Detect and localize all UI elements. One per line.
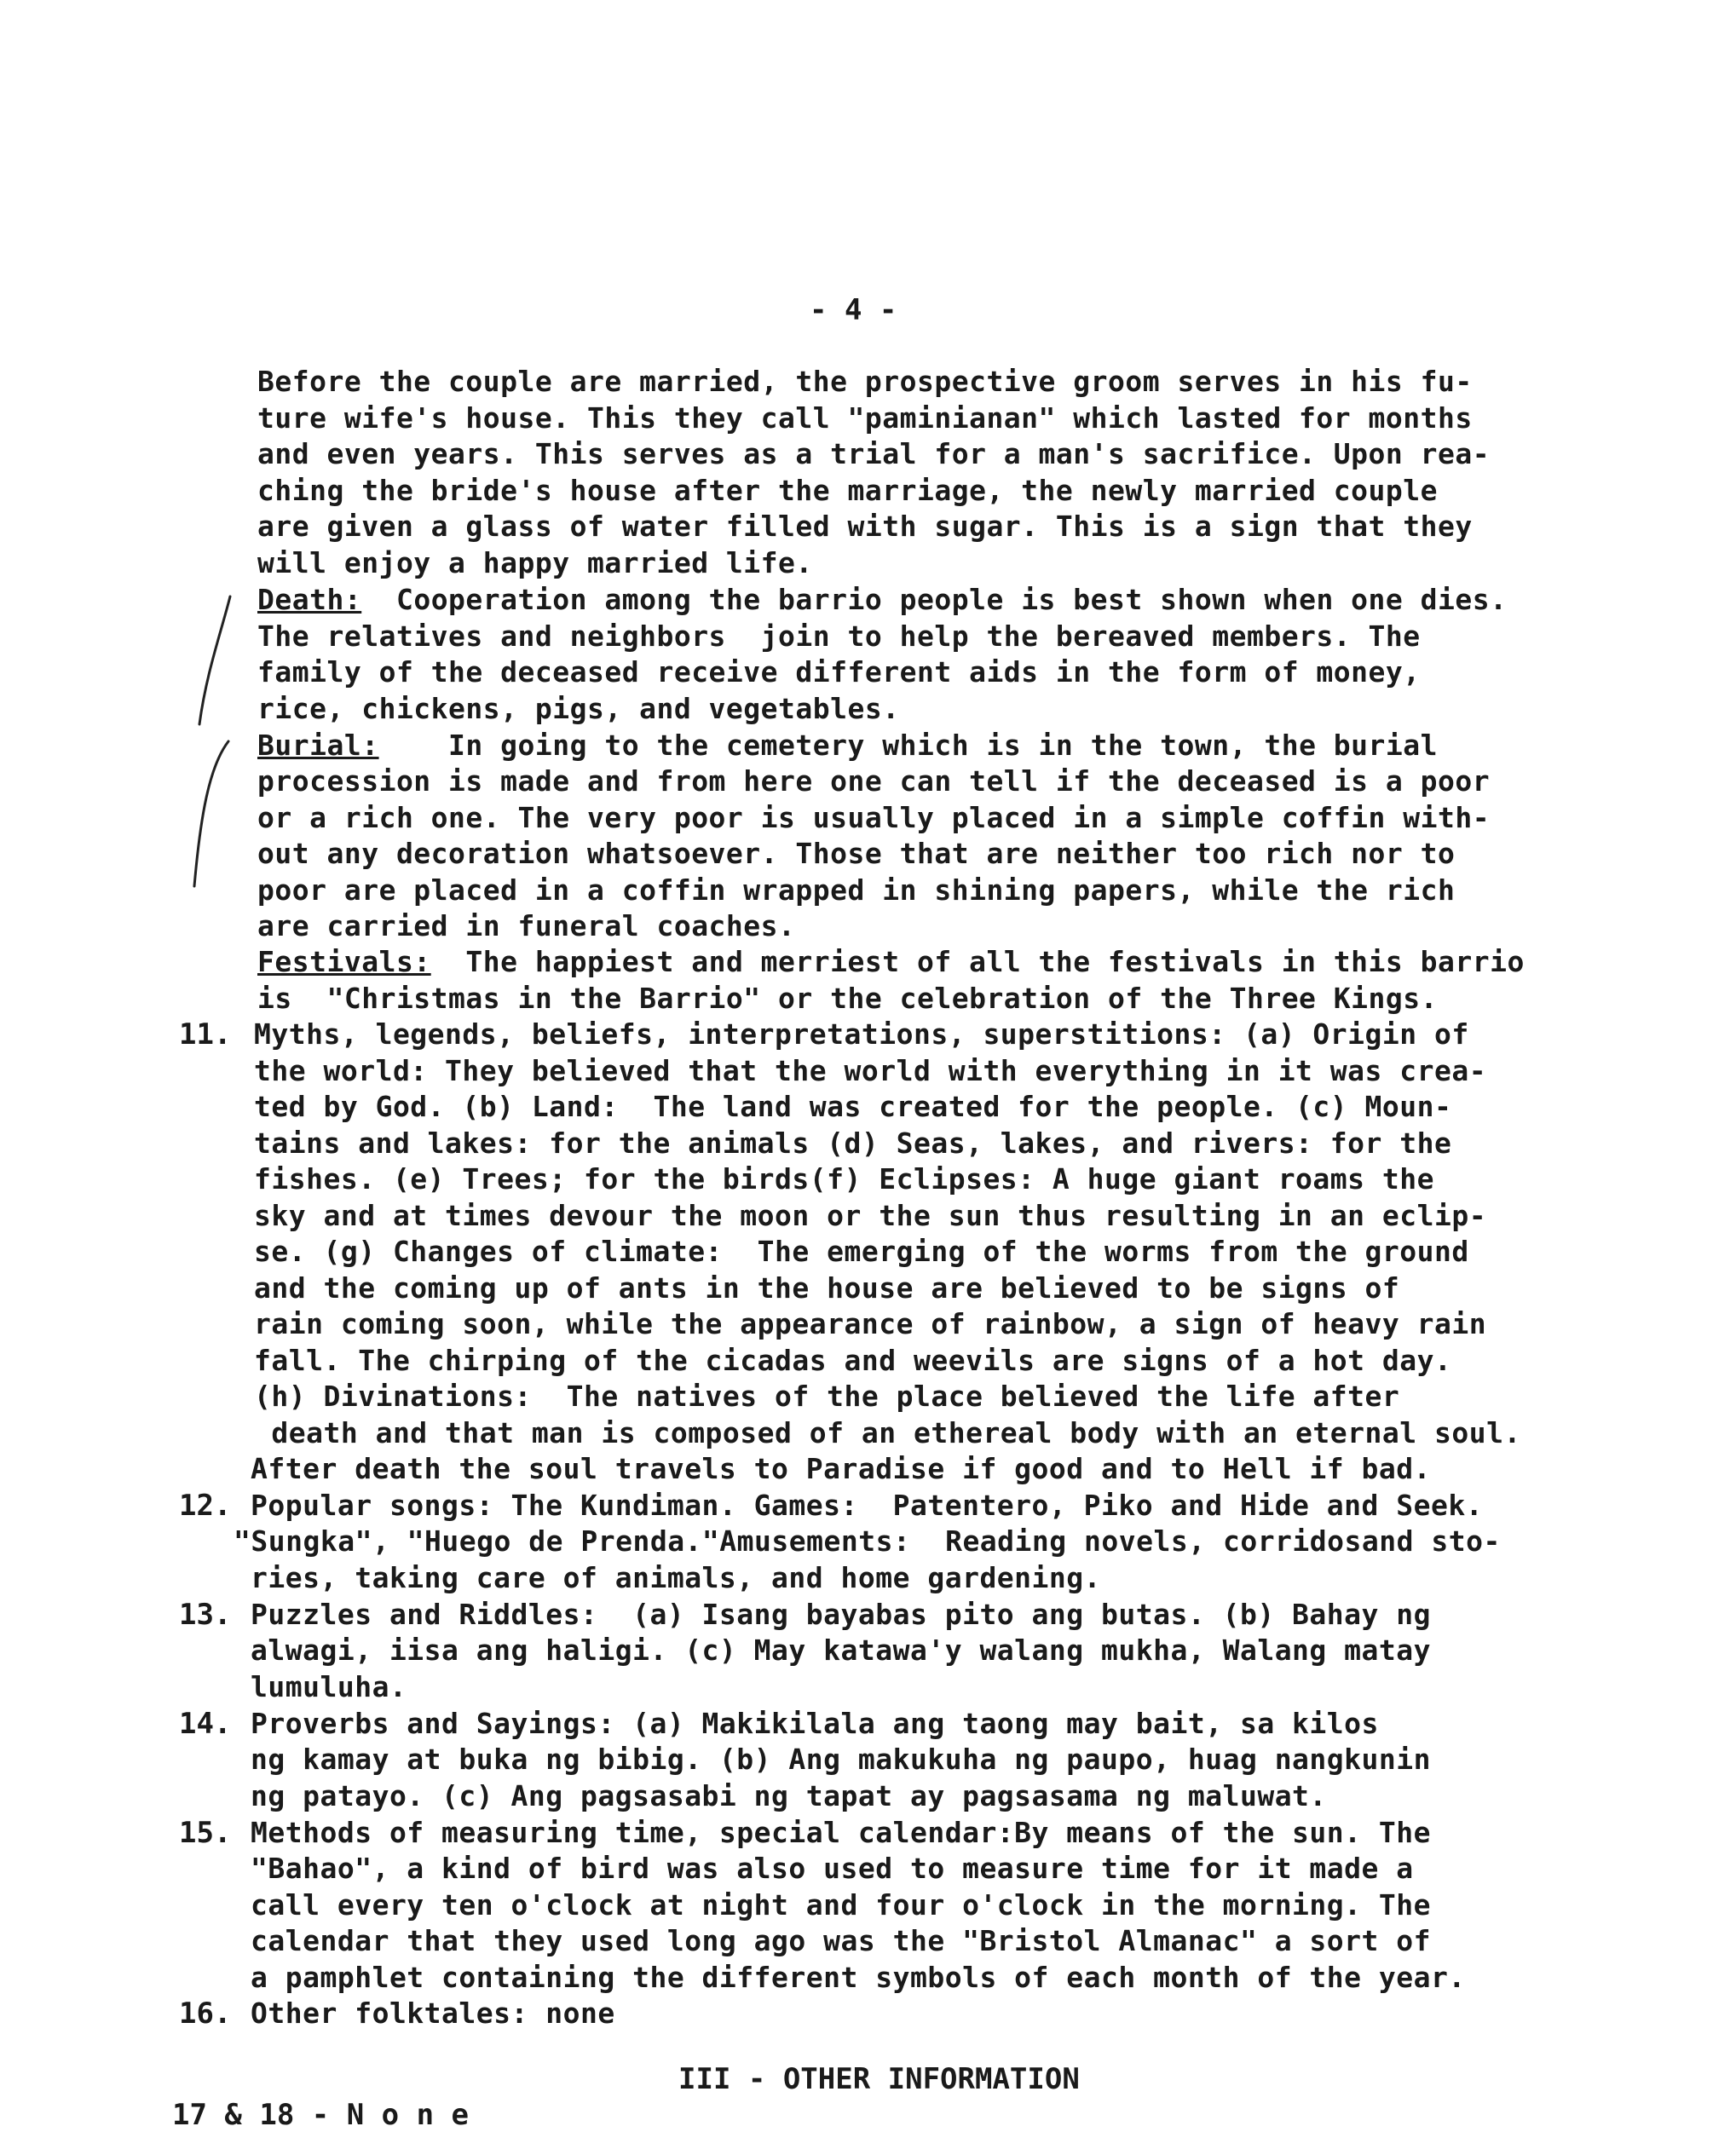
text-line: a pamphlet containing the different symbols of each month of the year. [251, 1961, 1466, 1994]
text-line: fishes. (e) Trees; for the birds(f) Eclipses: A huge giant roams the [254, 1162, 1435, 1196]
text-line: Popular songs: The Kundiman. Games: Patentero, Piko and Hide and Seek. [251, 1489, 1484, 1522]
text-line: family of the deceased receive different aids in the form of money, [257, 655, 1421, 689]
text-line: poor are placed in a coffin wrapped in shining papers, while the rich [257, 873, 1456, 907]
margin-pen-mark [179, 733, 239, 895]
text-line: Myths, legends, beliefs, interpretations, superstitions: (a) Origin of [254, 1017, 1469, 1051]
text-line: se. (g) Changes of climate: The emerging of the worms from the ground [254, 1235, 1469, 1268]
text-line: (h) Divinations: The natives of the place believed the life after [254, 1380, 1400, 1413]
text-line: The relatives and neighbors join to help the bereaved members. The [257, 619, 1421, 653]
burial-paragraph [257, 729, 1438, 763]
text-line: ng patayo. (c) Ang pagsasabi ng tapat ay pagsasama ng maluwat. [251, 1779, 1327, 1812]
text-line: the world: They believed that the world with everything in it was crea- [254, 1054, 1487, 1087]
text-line: Cooperation among the barrio people is best shown when one dies. [361, 583, 1508, 616]
text-line: Before the couple are married, the prospective groom serves in his fu- [257, 365, 1473, 398]
item-number: 14. [179, 1707, 232, 1741]
margin-pen-mark [187, 588, 239, 733]
death-label: Death: [257, 583, 362, 616]
text-line: ted by God. (b) Land: The land was created for the people. (c) Moun- [254, 1090, 1452, 1123]
text-line: ng kamay at buka ng bibig. (b) Ang makukuha ng paupo, huag nangkunin [251, 1743, 1432, 1776]
text-line: and the coming up of ants in the house are believed to be signs of [254, 1271, 1400, 1305]
burial-label: Burial: [257, 729, 379, 762]
festivals-label: Festivals: [257, 945, 431, 978]
text-line: death and that man is composed of an ethereal body with an eternal soul. [254, 1416, 1521, 1449]
item-number: 13. [179, 1598, 232, 1632]
text-line: In going to the cemetery which is in the town, the burial [378, 729, 1439, 762]
text-line: are carried in funeral coaches. [257, 909, 796, 942]
text-line: tains and lakes: for the animals (d) Seas, lakes, and rivers: for the [254, 1127, 1452, 1160]
text-line: fall. The chirping of the cicadas and weevils are signs of a hot day. [254, 1344, 1452, 1377]
footer-line: 17 & 18 - N o n e [172, 2098, 469, 2132]
text-line: Methods of measuring time, special calendar:By means of the sun. The [251, 1816, 1432, 1849]
text-line: Puzzles and Riddles: (a) Isang bayabas pito ang butas. (b) Bahay ng [251, 1598, 1432, 1631]
text-line: and even years. This serves as a trial for a man's sacrifice. Upon rea- [257, 437, 1491, 470]
text-line: alwagi, iisa ang haligi. (c) May katawa'y walang mukha, Walang matay [251, 1634, 1432, 1667]
text-line: ture wife's house. This they call "paminianan" which lasted for months [257, 401, 1473, 435]
item-number: 15. [179, 1816, 232, 1850]
text-line: procession is made and from here one can tell if the deceased is a poor [257, 764, 1491, 798]
section-heading: III - OTHER INFORMATION [678, 2062, 1080, 2096]
text-line: will enjoy a happy married life. [257, 546, 813, 579]
text-line: rice, chickens, pigs, and vegetables. [257, 692, 900, 725]
text-line: "Bahao", a kind of bird was also used to measure time for it made a [251, 1852, 1414, 1885]
text-line: The happiest and merriest of all the festivals in this barrio [430, 945, 1525, 978]
text-line: Proverbs and Sayings: (a) Makikilala ang taong may bait, sa kilos [251, 1707, 1379, 1740]
text-line: lumuluha. [251, 1670, 407, 1703]
text-line: sky and at times devour the moon or the sun thus resulting in an eclip- [254, 1199, 1487, 1232]
text-line: call every ten o'clock at night and four o'clock in the morning. The [251, 1888, 1432, 1922]
text-line: rain coming soon, while the appearance of rainbow, a sign of heavy rain [254, 1307, 1487, 1340]
text-line: are given a glass of water filled with sugar. This is a sign that they [257, 510, 1473, 543]
death-paragraph [257, 583, 1508, 617]
text-line: ries, taking care of animals, and home gardening. [251, 1561, 1102, 1594]
text-line: After death the soul travels to Paradise if good and to Hell if bad. [251, 1452, 1432, 1485]
item-number: 16. [179, 1997, 232, 2031]
text-line: or a rich one. The very poor is usually placed in a simple coffin with- [257, 801, 1491, 834]
text-line: ching the bride's house after the marriage, the newly married couple [257, 474, 1439, 507]
text-line: out any decoration whatsoever. Those that are neither too rich nor to [257, 837, 1456, 870]
text-line: is "Christmas in the Barrio" or the celebration of the Three Kings. [257, 982, 1439, 1015]
text-line: "Sungka", "Huego de Prenda."Amusements: Reading novels, corridosand sto- [234, 1524, 1501, 1558]
festivals-paragraph [257, 945, 1525, 979]
text-line: Other folktales: none [251, 1997, 615, 2030]
item-number: 12. [179, 1489, 232, 1523]
text-line: calendar that they used long ago was the "Bristol Almanac" a sort of [251, 1924, 1432, 1957]
page-number: - 4 - [810, 293, 897, 327]
item-number: 11. [179, 1017, 232, 1052]
